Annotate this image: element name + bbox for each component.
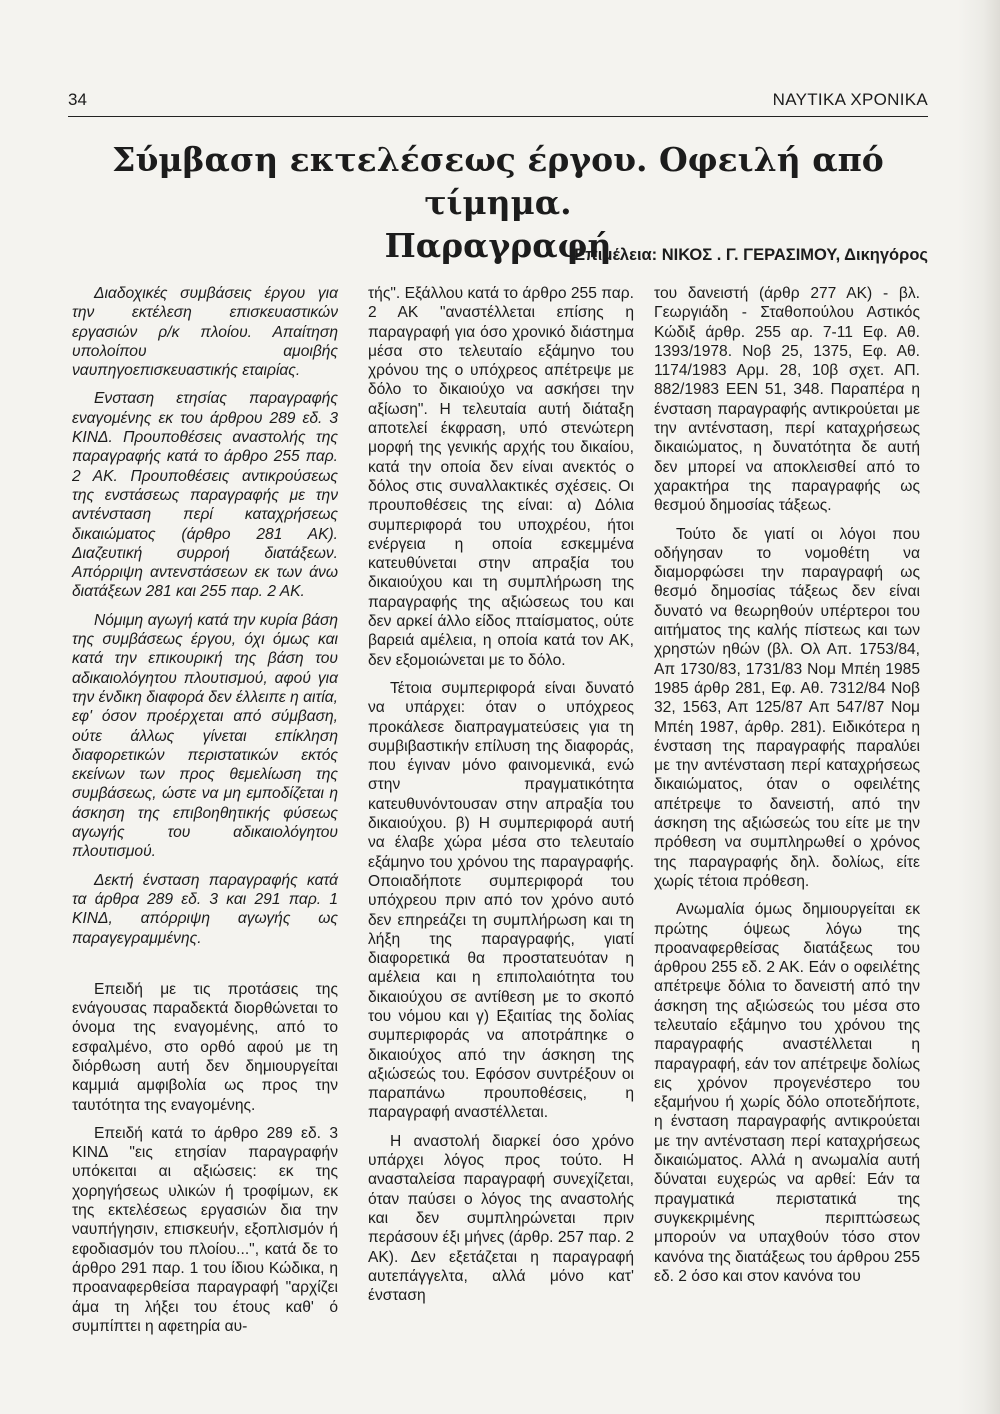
body-paragraph: Τέτοια συμπεριφορά είναι δυνατό να υπάρχει: όταν ο υπόχρεος προκάλεσε διαπραγματεύσεις για τη συμβιβαστικήν επίλυση της διαφοράς, που έγιναν μόνο φαινομενικά, ενώ στην πραγματικότητα κατευθυνόντουσαν στην απραξία του δικαιούχου. β) Η συμπεριφορά αυτή να έλαβε χώρα μέσα στο τελευταίο εξάμηνο του χρόνου της παραγραφής. Οποιαδήποτε συμπεριφορά του υπόχρεου πριν από τον χρόνο αυτό δεν επηρεάζει τη συμπλήρωση και τη λήξη της παραγραφής, γιατί διαφορετικά θα προστατευόταν η αμέλεια και η επιπολαιότητα του δικαιούχου σε αντίθεση με το σκοπό του νόμου και γ) Εξαιτίας της δολίας συμπεριφοράς να αποτράπηκε ο δικαιούχος από την άσκηση της αξιώσεώς του. Εφόσον συντρέξουν οι παραπάνω προυποθέσεις, η παραγραφή αναστέλλεται. xyxy=(368,679,634,1122)
article-title-line-1: Σύμβαση εκτελέσεως έργου. Οφειλή από τίμημα. xyxy=(112,140,884,222)
column-1 xyxy=(72,284,338,1345)
page-number: 34 xyxy=(68,90,87,109)
column-2 xyxy=(368,284,634,1314)
body-paragraph: του δανειστή (άρθρ 277 ΑΚ) - βλ. Γεωργιάδη - Σταθοπούλου Αστικός Κώδιξ άρθρ. 255 αρ. 7-11 Εφ. Αθ. 1393/1978. Νοβ 25, 1375, Εφ. Αθ. 1174/1983 Αρμ. 28, 10β σχετ. ΑΠ. 882/1983 ΕΕΝ 51, 348. Παραπέρα η ένσταση παραγραφής αντικρούεται με την αντένσταση, περί καταχρήσεως δικαιώματος, η δυνατότητα δε αυτή δεν μπορεί να αποκλεισθεί από το χαρακτήρα της παραγραφής ως θεσμού δημοσίας τάξεως. xyxy=(654,285,920,515)
column-3 xyxy=(654,284,920,1295)
running-header xyxy=(68,88,928,117)
journal-name: ΝΑΥΤΙΚΑ ΧΡΟΝΙΚΑ xyxy=(772,90,928,109)
abstract-paragraph: Νόμιμη αγωγή κατά την κυρία βάση της συμβάσεως έργου, όχι όμως και κατά την επικουρική της βάση του αδικαιολόγητου πλουτισμού, αφού για την ένδικη διαφορά δεν έλλειπε η αιτία, εφ' όσον προέρχεται από σύμβαση, ούτε άλλως γίνεται επίκληση διαφορετικών περιστατικών εκτός εκείνων των προς θεμελίωση της συμβάσεως, ώστε να μη εμποδίζεται η άσκηση της επιβοηθητικής φύσεως αγωγής του αδικαιολόγητου πλουτισμού. xyxy=(72,611,338,861)
abstract-paragraph: Ενσταση ετησίας παραγραφής εναγομένης εκ του άρθρου 289 εδ. 3 ΚΙΝΔ. Προυποθέσεις αναστολής της παραγραφής κατά το άρθρο 255 παρ. 2 ΑΚ. Προυποθέσεις αντικρούσεως της ενστάσεως παραγραφής με την αντένσταση περί καταχρήσεως δικαιώματος (άρθρο 281 ΑΚ). Διαζευτική συρροή διατάξεων. Απόρριψη αντενστάσεων εκ των άνω διατάξεων 281 και 255 παρ. 2 ΑΚ. xyxy=(72,390,338,601)
abstract-paragraph: Δεκτή ένσταση παραγραφής κατά τα άρθρα 289 εδ. 3 και 291 παρ. 1 ΚΙΝΔ, απόρριψη αγωγής ως παραγεγραμμένης. xyxy=(72,871,338,947)
body-paragraph: Η αναστολή διαρκεί όσο χρόνο υπάρχει λόγος προς τούτο. Η ανασταλείσα παραγραφή συνεχίζεται, όταν παύσει ο λόγος της αναστολής και δεν συμπληρώνεται πριν περάσουν έξι μήνες (άρθρ. 257 παρ. 2 ΑΚ). Δεν εξετάζεται η παραγραφή αυτεπάγγελτα, αλλά μόνο κατ' ένσταση xyxy=(368,1132,634,1305)
body-paragraph: Επειδή κατά το άρθρο 289 εδ. 3 ΚΙΝΔ "εις ετησίαν παραγραφήν υπόκειται αι αξιώσεις: εκ της χορηγήσεως υλικών ή τροφίμων, εκ της εκτελέσεως εργασιών δια την ναυπήγησιν, επισκευήν, εξοπλισμόν ή εφοδιασμόν του πλοίου...", κατά δε το άρθρο 291 παρ. 1 του ίδιου Κώδικα, η προαναφερθείσα παραγραφή "αρχίζει άμα τη λήξει του έτους καθ' ό συμπίπτει η αφετηρία αυ- xyxy=(72,1124,338,1335)
byline: Επιμέλεια: ΝΙΚΟΣ . Γ. ΓΕΡΑΣΙΜΟΥ, Δικηγόρος xyxy=(574,246,928,264)
article-title-line-2: Παραγραφή xyxy=(384,226,612,265)
abstract-paragraph: Διαδοχικές συμβάσεις έργου για την εκτέλεση επισκευαστικών εργασιών ρ/κ πλοίου. Απαίτηση υπολοίπου αμοιβής ναυπηγοεπισκευαστικής εταιρίας. xyxy=(72,285,338,380)
abstract xyxy=(72,284,338,948)
body-text-start xyxy=(72,980,338,1336)
body-paragraph: Επειδή με τις προτάσεις της ενάγουσας παραδεκτά διορθώνεται το όνομα της εναγομένης, από το εσφαλμένο, στο ορθό αφού με τη διόρθωση αυτή δεν δημιουργείται καμμιά αμφιβολία ως προς την ταυτότητα της εναγομένης. xyxy=(72,980,338,1114)
body-paragraph: Τούτο δε γιατί οι λόγοι που οδήγησαν το νομοθέτη να διαμορφώσει την παραγραφή ως θεσμό δημοσίας τάξεως δεν είναι δυνατό να θεωρηθούν υπέρτεροι του αιτήματος της καλής πίστεως και των χρηστών ηθών (βλ. Ολ Απ. 1753/84, Απ 1730/83, 1731/83 Νομ Μπέη 1985 1985 άρθρ 281, Εφ. Αθ. 7312/84 Νοβ 32, 1563, Απ 125/87 Απ 547/87 Νομ Μπέη 1987, άρθρ. 281). Ειδικότερα η ένσταση της παραγραφής παραλύει με την αντένσταση περί καταχρήσεως δικαιώματος, όταν ο οφειλέτης απέτρεψε το δανειστή, από την άσκηση της αξιώσεώς του είτε με την πρόθεση να συμπληρωθεί ο χρόνος της παραγραφής δηλ. δολίως, είτε χωρίς τέτοια πρόθεση. xyxy=(654,525,920,890)
body-paragraph: τής". Εξάλλου κατά το άρθρο 255 παρ. 2 ΑΚ "αναστέλλεται επίσης η παραγραφή για όσο χρονικό διάστημα μέσα στο τελευταίο εξάμηνο του χρόνου της ο υπόχρεος απέτρεψε με δόλο το δικαιούχο να ασκήσει την αξίωση". Η τελευταία αυτή διάταξη αποτελεί έκφραση, υπό στενώτερη μορφή της γενικής αρχής του δικαίου, κατά την οποία δεν είναι ανεκτός ο δόλος στις συναλλακτικές σχέσεις. Οι προυποθέσεις της είναι: α) Δόλια συμπεριφορά του υποχρέου, ήτοι ενέργεια η οποία εσκεμμένα κατευθύνεται στην απραξία του δικαιούχου και τη συμπλήρωση της παραγραφής της αξιώσεως του και δεν αρκεί άλλο είδος πταίσματος, ούτε βαρειά αμέλεια, η οποία κατά τον ΑΚ, δεν εξομοιώνεται με το δόλο. xyxy=(368,285,634,669)
body-paragraph: Ανωμαλία όμως δημιουργείται εκ πρώτης όψεως λόγω της προαναφερθείσας διατάξεως του άρθρου 255 εδ. 2 ΑΚ. Εάν ο οφειλέτης απέτρεψε δόλια το δανειστή από την άσκηση της αξιώσεώς του μέσα στο τελευταίο εξάμηνο του χρόνου της παραγραφής αναστέλλεται η παραγραφή, εάν τον απέτρεψε δολίως εις χρόνον προγενέστερο του εξαμήνου ή χωρίς δόλο οποτεδήποτε, η ένσταση παραγραφής αντικρούεται με την αντένσταση περί καταχρήσεως δικαιώματος. Αλλά η ανωμαλία αυτή δύναται ευχερώς να αρθεί: Εάν τα πραγματικά περιστατικά της συγκεκριμένης περιπτώσεως μπορούν να υπαχθούν τόσο στον κανόνα της διατάξεως του άρθρου 255 εδ. 2 όσο και στον κανόνα του xyxy=(654,901,920,1285)
page-edge-shadow xyxy=(958,0,1000,1414)
